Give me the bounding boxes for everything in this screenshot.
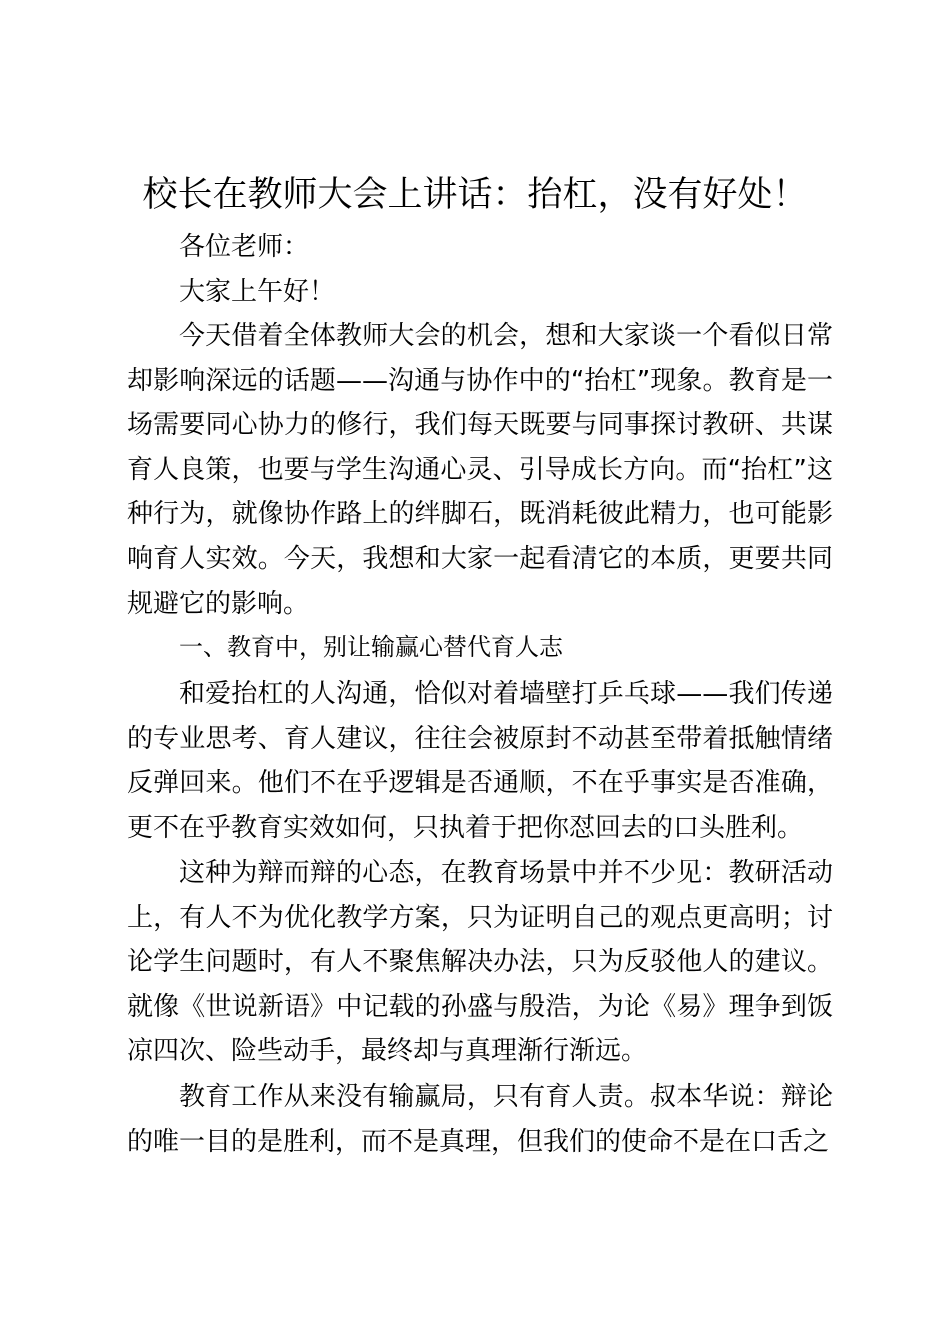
salutation: 大家上午好！ xyxy=(179,277,336,307)
document-title: 校长在教师大会上讲话：抬杠，没有好处！ xyxy=(142,175,808,215)
body-paragraph: 和爱抬杠的人沟通，恰似对着墙壁打乒乓球——我们传递的专业思考、育人建议，往往会被原封不动甚至带着抵触情绪反弹回来。他们不在乎逻辑是否通顺，不在乎事实是否准确，更不在乎教育实效如何，只执着于把你怼回去的口头胜利。 xyxy=(127,679,833,843)
greeting: 各位老师： xyxy=(179,232,310,262)
section-heading: 一、教育中，别让输赢心替代育人志 xyxy=(179,633,563,661)
body-paragraph: 教育工作从来没有输赢局，只有育人责。叔本华说：辩论的唯一目的是胜利，而不是真理，但我们的使命不是在口舌之 xyxy=(127,1082,833,1157)
body-paragraph: 这种为辩而辩的心态，在教育场景中并不少见：教研活动上，有人不为优化教学方案，只为证明自己的观点更高明；讨论学生问题时，有人不聚焦解决办法，只为反驳他人的建议。就像《世说新语》中记载的孙盛与殷浩，为论《易》理争到饭凉四次、险些动手，最终却与真理渐行渐远。 xyxy=(127,858,833,1067)
intro-paragraph: 今天借着全体教师大会的机会，想和大家谈一个看似日常却影响深远的话题——沟通与协作中的“抬杠”现象。教育是一场需要同心协力的修行，我们每天既要与同事探讨教研、共谋育人良策，也要与学生沟通心灵、引导成长方向。而“抬杠”这种行为，就像协作路上的绊脚石，既消耗彼此精力，也可能影响育人实效。今天，我想和大家一起看清它的本质，更要共同规避它的影响。 xyxy=(127,321,833,619)
